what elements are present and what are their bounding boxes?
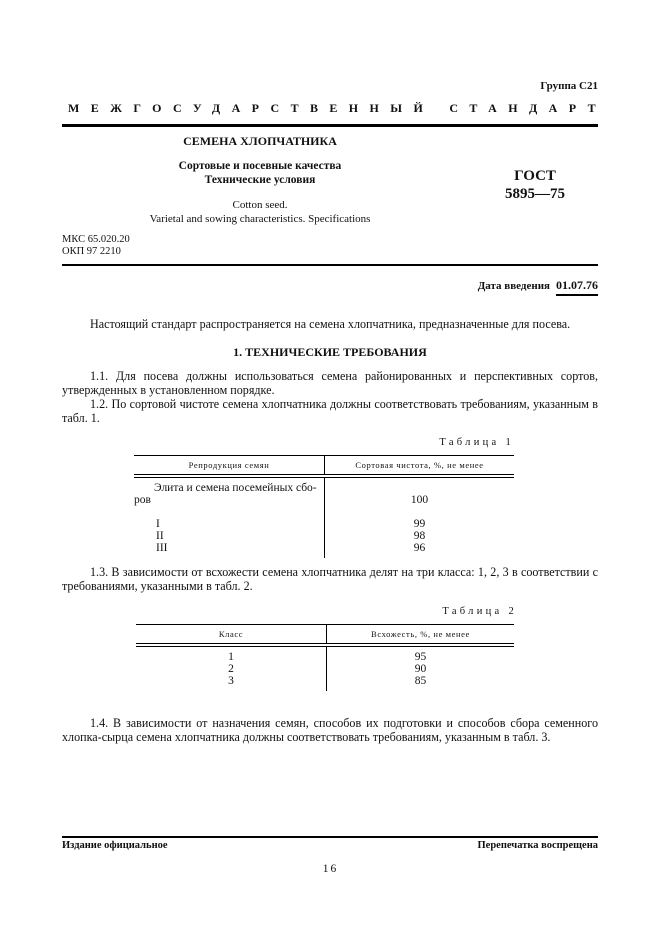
table-1-row-1-label — [134, 476, 325, 518]
document-subtitle — [130, 159, 390, 187]
english-title-line-1: Cotton seed. — [232, 199, 288, 211]
table-1-row-2-label: I — [134, 518, 325, 530]
subtitle-line-1: Сортовые и посевные качества — [178, 160, 342, 172]
table-row — [136, 675, 514, 691]
paragraph-1-2: 1.2. По сортовой чистоте семена хлопчатника должны соответствовать требованиям, указанным в табл. 1. — [62, 397, 598, 425]
table-row — [134, 476, 514, 518]
effective-date — [478, 278, 598, 293]
table-2-row-1-value: 95 — [414, 651, 427, 663]
section-heading: 1. ТЕХНИЧЕСКИЕ ТРЕБОВАНИЯ — [233, 345, 427, 359]
table-1 — [134, 455, 514, 558]
intro-paragraph — [62, 317, 598, 331]
effective-date-value: 01.07.76 — [556, 278, 598, 296]
table-1-row-4-label: III — [134, 542, 325, 558]
paragraph-1-3: 1.3. В зависимости от всхожести семена хлопчатника делят на три класса: 1, 2, 3 в соответствии с требованиями, указанными в табл. 2. — [62, 565, 598, 593]
paragraph-1-4: 1.4. В зависимости от назначения семян, способов их подготовки и способов сбора семенного хлопка-сырца семена хлопчатника должны соответствовать требованиям, указанным в табл. 3. — [62, 716, 598, 744]
mks-code: МКС 65.020.20 — [62, 234, 130, 245]
section-paragraphs-3 — [62, 716, 598, 744]
standard-banner — [68, 101, 607, 116]
table-row — [134, 530, 514, 542]
table-1-header-reproduction: Репродукция семян — [134, 456, 325, 477]
subtitle-line-2: Технические условия — [204, 174, 316, 186]
section-paragraphs-1 — [62, 369, 598, 425]
effective-date-label: Дата введения — [477, 280, 550, 292]
banner-interstate: МЕЖГОСУДАРСТВЕННЫЙ — [68, 101, 435, 115]
english-title-line-2: Varietal and sowing characteristics. Specifications — [149, 213, 371, 225]
table-1-row-3-value: 98 — [413, 530, 426, 542]
classification-codes — [62, 234, 130, 258]
header-rule — [62, 124, 598, 127]
table-row — [134, 542, 514, 558]
group-code: Группа С21 — [540, 80, 598, 92]
table-2-row-2-value: 90 — [414, 663, 427, 675]
english-title — [110, 198, 410, 226]
table-1-row-2-value: 99 — [413, 518, 426, 530]
intro-text: Настоящий стандарт распространяется на семена хлопчатника, предназначенные для посева. — [90, 317, 571, 331]
gost-label: ГОСТ — [514, 168, 556, 184]
paragraph-1-1: 1.1. Для посева должны использоваться семена районированных и перспективных сортов, утвержденных в установленном порядке. — [62, 369, 598, 397]
row-label-line-2: ров — [134, 494, 151, 506]
table-2-header-germination: Всхожесть, %, не менее — [327, 625, 515, 646]
table-2 — [136, 624, 514, 691]
table-1-row-4-value: 96 — [413, 542, 426, 554]
row-label-line-1: Элита и семена посемейных сбо- — [154, 482, 317, 494]
reprint-prohibited-label: Перепечатка воспрещена — [477, 840, 598, 851]
table-row — [136, 645, 514, 663]
official-edition-label: Издание официальное — [62, 840, 168, 851]
footer-rule — [62, 836, 598, 838]
table-2-row-2-label: 2 — [136, 663, 327, 675]
table-1-row-3-label: II — [134, 530, 325, 542]
table-2-row-3-value: 85 — [414, 675, 427, 687]
section-paragraphs-2 — [62, 565, 598, 593]
table-row — [136, 663, 514, 675]
table-1-row-1-value: 100 — [410, 494, 429, 506]
gost-number: 5895—75 — [505, 186, 565, 202]
table-1-caption: Таблица 1 — [439, 437, 514, 448]
table-2-row-1-label: 1 — [136, 645, 327, 663]
gost-designation — [495, 167, 575, 203]
table-2-header-class: Класс — [136, 625, 327, 646]
table-1-header-purity: Сортовая чистота, %, не менее — [325, 456, 515, 477]
page-number: 16 — [322, 863, 339, 875]
document-title: СЕМЕНА ХЛОПЧАТНИКА — [183, 134, 337, 148]
table-row — [134, 518, 514, 530]
table-2-caption: Таблица 2 — [442, 606, 517, 617]
title-block-rule — [62, 264, 598, 266]
banner-standard: СТАНДАРТ — [449, 101, 607, 115]
table-2-row-3-label: 3 — [136, 675, 327, 691]
okp-code: ОКП 97 2210 — [62, 246, 121, 257]
